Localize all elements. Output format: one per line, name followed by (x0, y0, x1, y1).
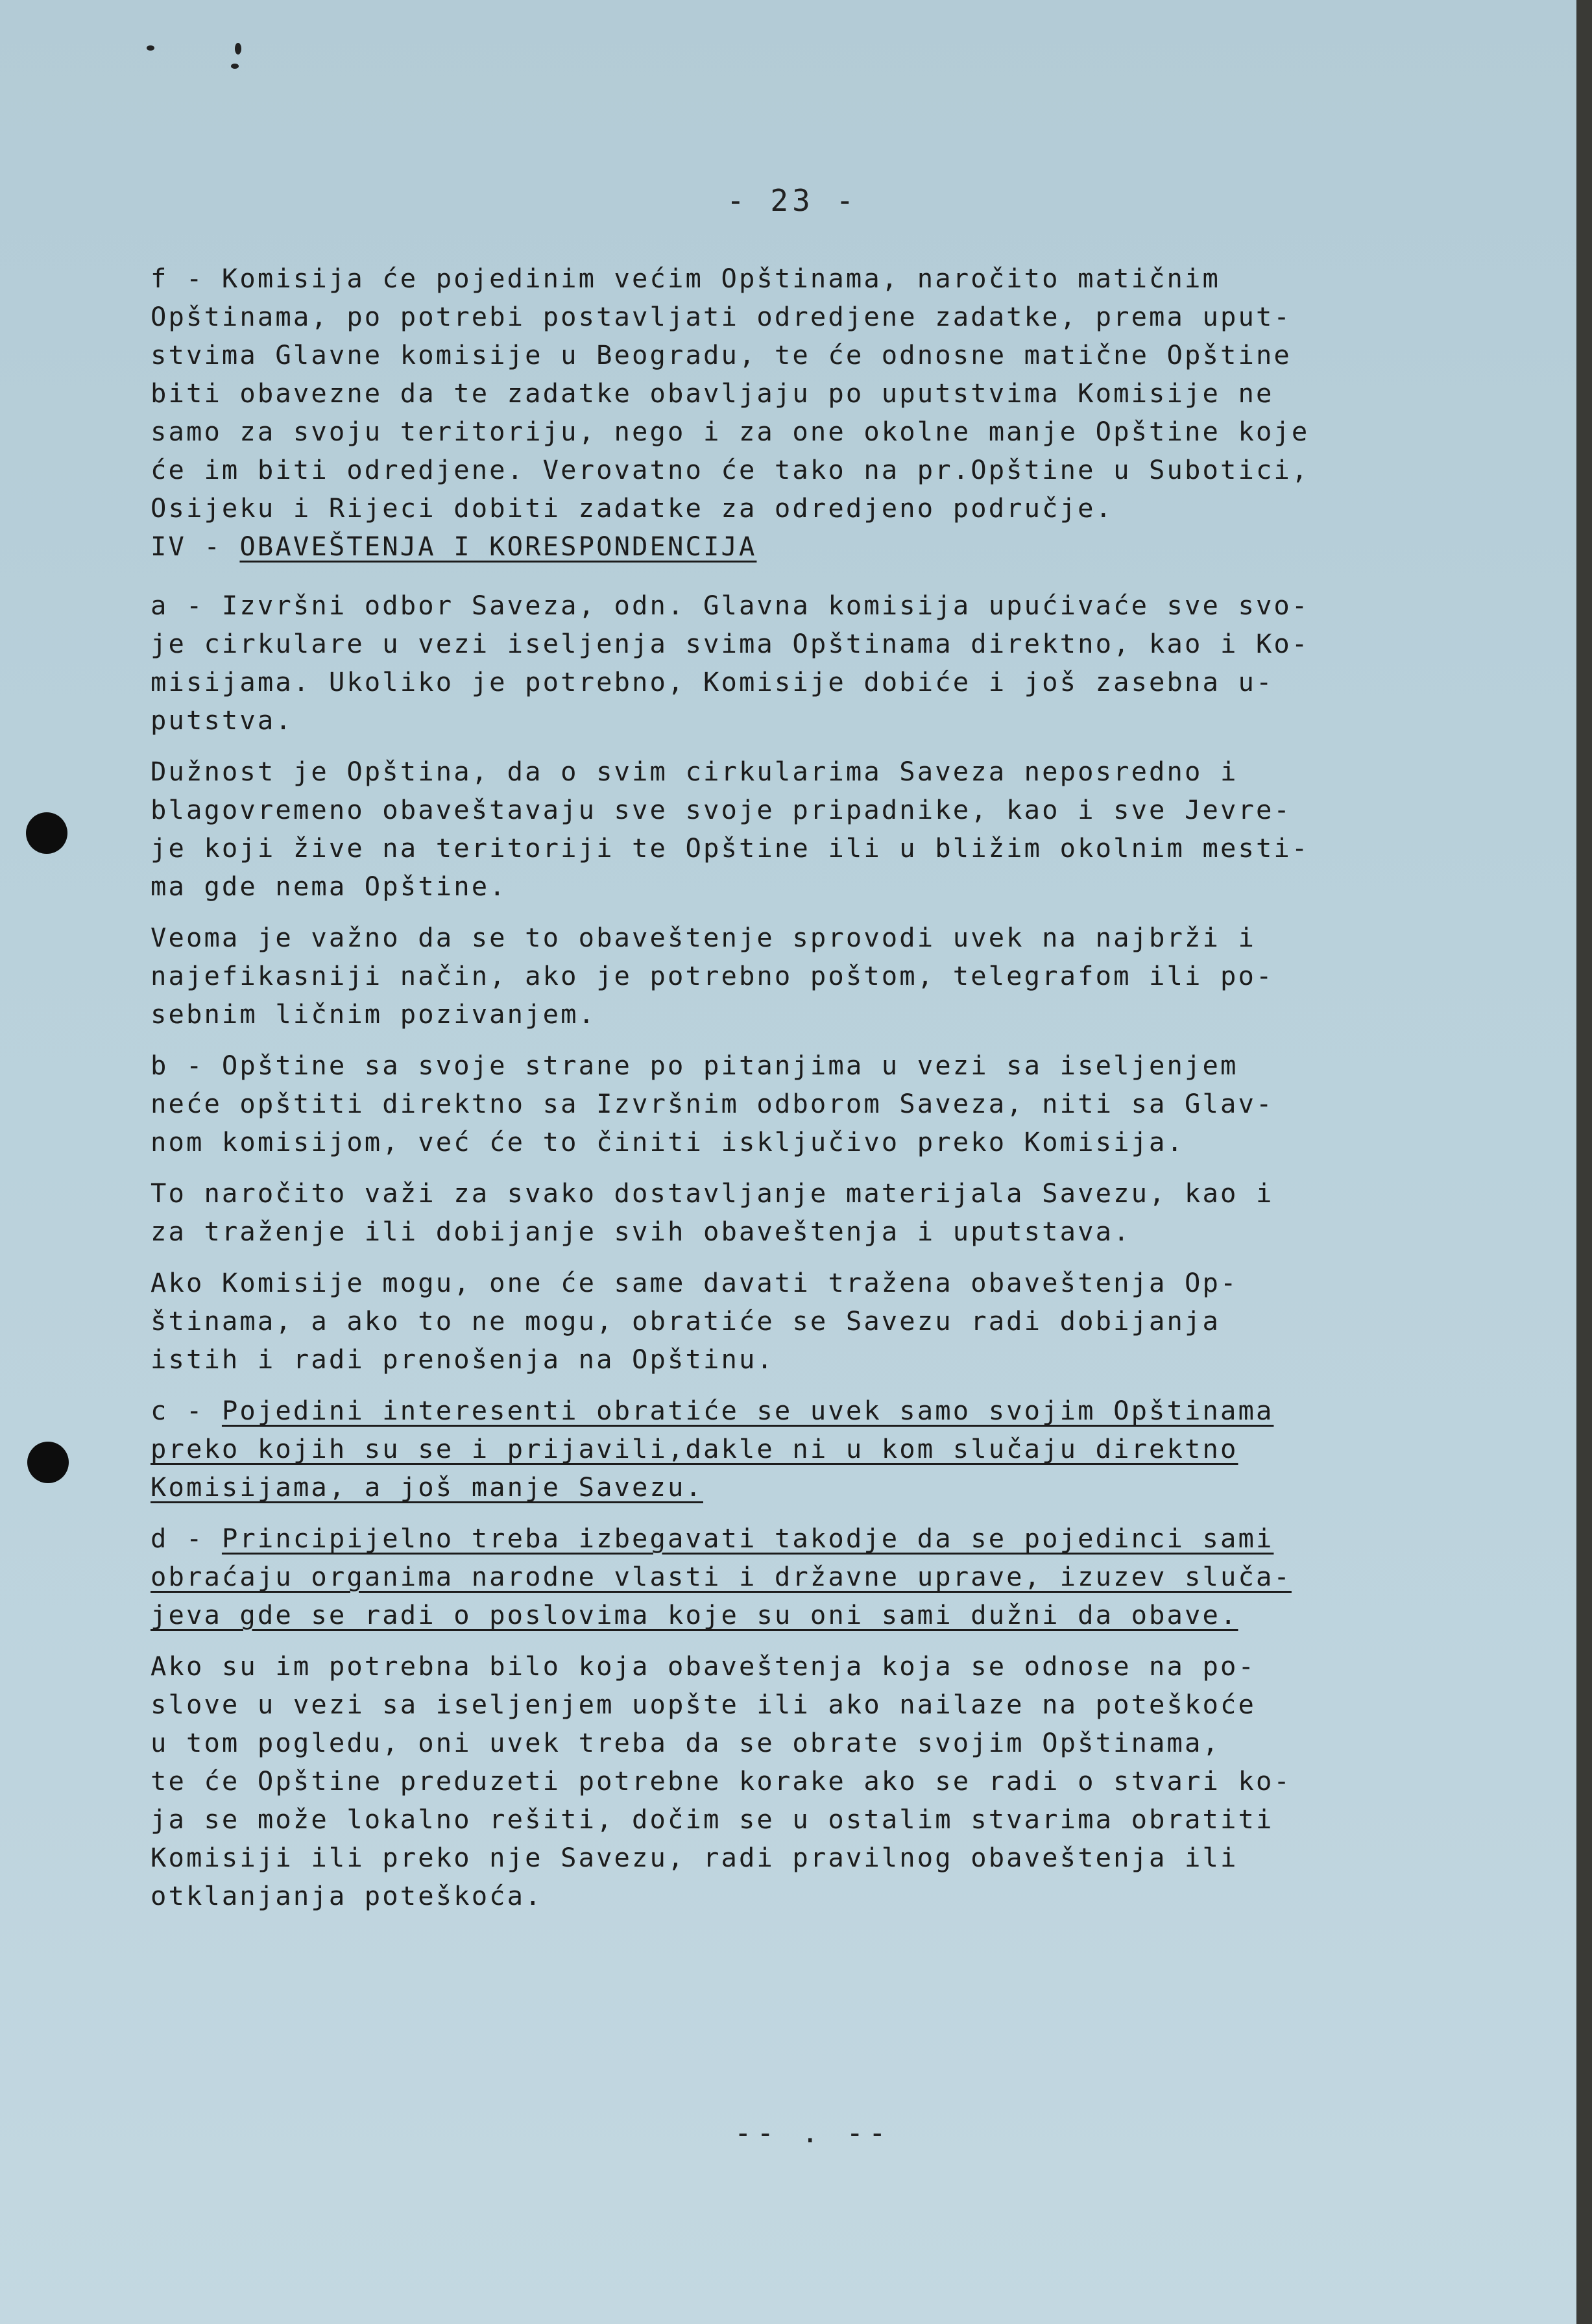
paragraph-d (151, 1519, 1448, 1634)
text-line: otklanjanja poteškoća. (151, 1880, 543, 1911)
page-number: - 23 - (727, 183, 858, 218)
text-line: za traženje ili dobijanje svih obaveštenja i uputstava. (151, 1216, 1131, 1247)
text-line: a - Izvršni odbor Saveza, odn. Glavna komisija upućivaće sve svo- (151, 590, 1310, 621)
text-line: u tom pogledu, oni uvek treba da se obrate svojim Opštinama, (151, 1727, 1220, 1758)
text-line: f - Komisija će pojedinim većim Opštinama, naročito matičnim (151, 263, 1220, 294)
text-line: Pojedini interesenti obratiće se uvek samo svojim Opštinama (221, 1395, 1274, 1426)
text-line: sebnim ličnim pozivanjem. (151, 999, 597, 1030)
text-line: slove u vezi sa iseljenjem uopšte ili ako nailaze na poteškoće (151, 1689, 1256, 1720)
text-line: ja se može lokalno rešiti, dočim se u ostalim stvarima obratiti (151, 1804, 1274, 1835)
text-line: stvima Glavne komisije u Beogradu, te će odnosne matične Opštine (151, 339, 1292, 370)
section-title: OBAVEŠTENJA I KORESPONDENCIJA (239, 531, 757, 562)
text-line: najefikasniji način, ako je potrebno poštom, telegrafom ili po- (151, 960, 1274, 991)
section-number: IV - (151, 531, 240, 562)
paragraph-a (151, 587, 1448, 740)
paragraph-c (151, 1392, 1448, 1507)
text-line: Komisijama, a još manje Savezu. (151, 1471, 703, 1503)
text-line: putstva. (151, 705, 293, 736)
document-body (151, 260, 1448, 1915)
paragraph-ako-komisije (151, 1264, 1448, 1379)
punch-hole (26, 812, 67, 854)
paragraph-duznost (151, 753, 1448, 906)
text-line: Ako Komisije mogu, one će same davati tražena obaveštenja Op- (151, 1267, 1238, 1298)
text-line: obraćaju organima narodne vlasti i državne uprave, izuzev sluča- (151, 1561, 1292, 1592)
item-letter: d - (151, 1523, 222, 1554)
page-edge (1576, 0, 1592, 2324)
text-line: je cirkulare u vezi iseljenja svima Opštinama direktno, kao i Ko- (151, 628, 1310, 659)
punch-hole (27, 1442, 69, 1483)
ink-speck (147, 45, 154, 51)
text-line: To naročito važi za svako dostavljanje materijala Savezu, kao i (151, 1178, 1274, 1209)
paragraph-ako-su (151, 1647, 1448, 1915)
item-letter: c - (151, 1395, 222, 1426)
text-line: će im biti odredjene. Verovatno će tako na pr.Opštine u Subotici, (151, 454, 1310, 485)
text-line: Komisiji ili preko nje Savezu, radi pravilnog obaveštenja ili (151, 1842, 1238, 1873)
ink-speck (235, 43, 241, 54)
text-line: misijama. Ukoliko je potrebno, Komisije dobiće i još zasebna u- (151, 666, 1274, 697)
text-line: blagovremeno obaveštavaju sve svoje pripadnike, kao i sve Jevre- (151, 794, 1292, 825)
paragraph-veoma (151, 919, 1448, 1034)
text-line: je koji žive na teritoriji te Opštine ili u bližim okolnim mesti- (151, 832, 1310, 864)
text-line: Opštinama, po potrebi postavljati odredjene zadatke, prema uput- (151, 301, 1292, 332)
text-line: neće opštiti direktno sa Izvršnim odborom Saveza, niti sa Glav- (151, 1088, 1274, 1119)
text-line: samo za svoju teritoriju, nego i za one okolne manje Opštine koje (151, 416, 1310, 447)
text-line: Veoma je važno da se to obaveštenje sprovodi uvek na najbrži i (151, 922, 1256, 953)
text-line: Principijelno treba izbegavati takodje da se pojedinci sami (221, 1523, 1274, 1554)
text-line: biti obavezne da te zadatke obavljaju po uputstvima Komisije ne (151, 378, 1274, 409)
text-line: b - Opštine sa svoje strane po pitanjima u vezi sa iseljenjem (151, 1050, 1238, 1081)
text-line: nom komisijom, već će to činiti isključivo preko Komisija. (151, 1126, 1185, 1157)
text-line: ma gde nema Opštine. (151, 871, 507, 902)
paragraph-to (151, 1174, 1448, 1251)
text-line: Osijeku i Rijeci dobiti zadatke za odredjeno područje. (151, 492, 1114, 524)
text-line: štinama, a ako to ne mogu, obratiće se Savezu radi dobijanja (151, 1305, 1220, 1337)
text-line: Dužnost je Opština, da o svim cirkularima Saveza neposredno i (151, 756, 1238, 787)
paragraph-b (151, 1047, 1448, 1161)
end-mark: -- . -- (734, 2116, 891, 2149)
paragraph-f (151, 260, 1448, 527)
text-line: Ako su im potrebna bilo koja obaveštenja koja se odnose na po- (151, 1651, 1256, 1682)
text-line: jeva gde se radi o poslovima koje su oni sami dužni da obave. (151, 1599, 1238, 1630)
text-line: preko kojih su se i prijavili,dakle ni u kom slučaju direktno (151, 1433, 1238, 1464)
text-line: istih i radi prenošenja na Opštinu. (151, 1344, 775, 1375)
ink-speck (231, 64, 239, 69)
section-heading (151, 527, 1448, 566)
text-line: te će Opštine preduzeti potrebne korake ako se radi o stvari ko- (151, 1765, 1292, 1797)
